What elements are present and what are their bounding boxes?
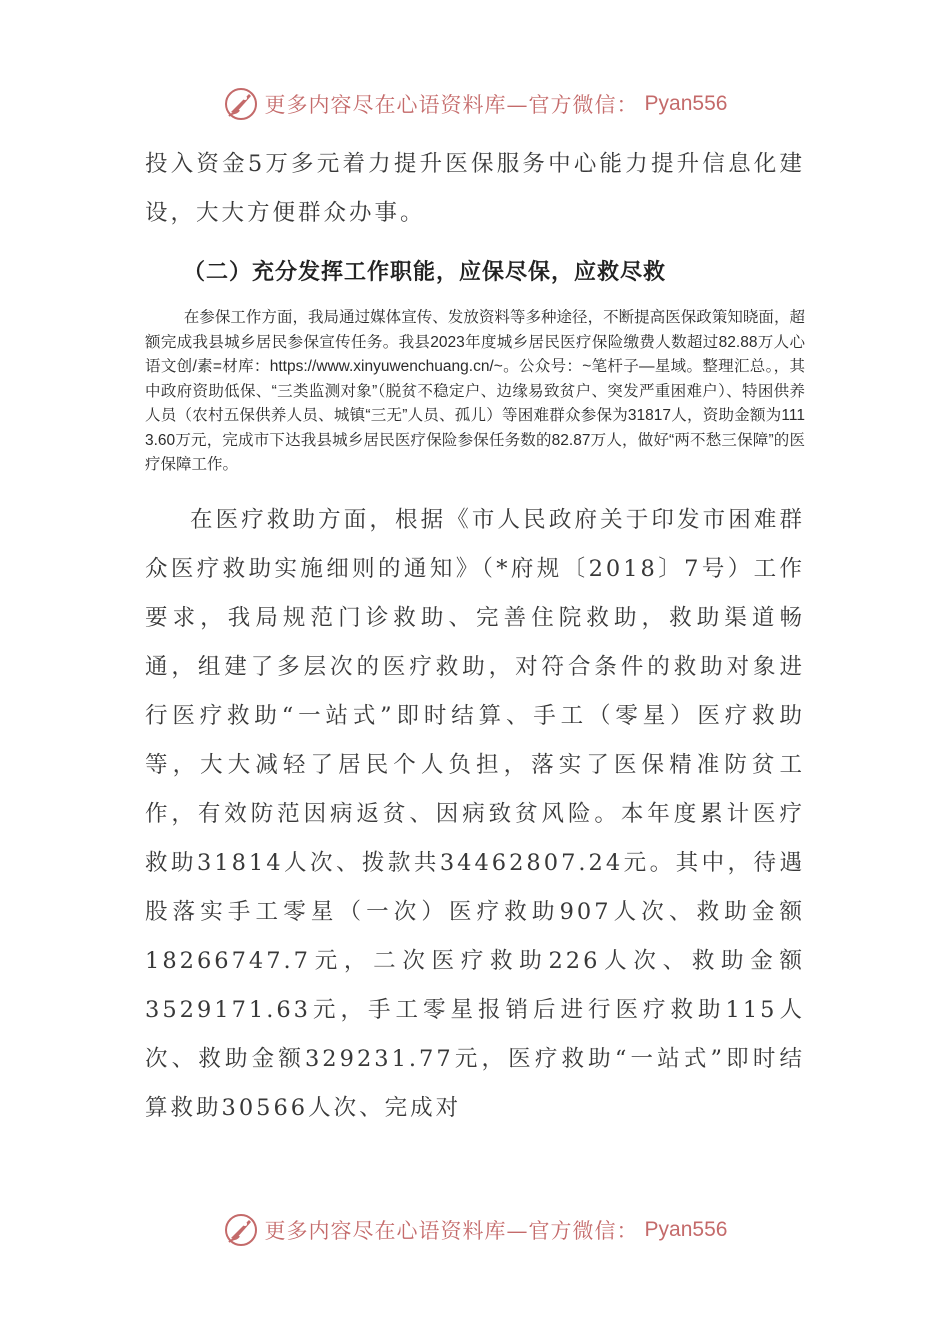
quill-logo-icon <box>223 1212 259 1248</box>
paragraph-insurance-enrollment: 在参保工作方面，我局通过媒体宣传、发放资料等多种途径，不断提高医保政策知晓面，超额完成我县城乡居民参保宣传任务。我县2023年度城乡居民医疗保险缴费人数超过82.88万人心语文创/素=材库：https://www.xinyuwenchuang.cn/~。公众号：~笔杆子—星域。整理汇总。，其中政府资助低保、“三类监测对象”（脱贫不稳定户、边缘易致贫户、突发严重困难户）、特困供养人员（农村五保供养人员、城镇“三无”人员、孤儿）等困难群众参保为31817人，资助金额为1113.60万元，完成市下达我县城乡居民医疗保险参保任务数的82.87万人，做好“两不愁三保障”的医疗保障工作。 <box>145 309 805 473</box>
banner-text: 更多内容尽在心语资料库—官方微信： <box>264 93 639 117</box>
banner-text: 更多内容尽在心语资料库—官方微信： <box>264 1219 639 1243</box>
document-body <box>145 140 805 1133</box>
section-heading: （二）充分发挥工作职能，应保尽保，应救尽救 <box>183 259 667 285</box>
footer-banner <box>0 1210 950 1250</box>
paragraph-medical-assistance: 在医疗救助方面，根据《市人民政府关于印发市困难群众医疗救助实施细则的通知》（*府规〔2018〕7号）工作要求，我局规范门诊救助、完善住院救助，救助渠道畅通，组建了多层次的医疗救助，对符合条件的救助对象进行医疗救助“一站式”即时结算、手工（零星）医疗救助等，大大减轻了居民个人负担，落实了医保精准防贫工作，有效防范因病返贫、因病致贫风险。本年度累计医疗救助31814人次、拨款共34462807.24元。其中，待遇股落实手工零星（一次）医疗救助907人次、救助金额18266747.7元，二次医疗救助226人次、救助金额3529171.63元，手工零星报销后进行医疗救助115人次、救助金额329231.77元，医疗救助“一站式”即时结算救助30566人次、完成对 <box>145 506 805 1121</box>
paragraph-investment: 投入资金5万多元着力提升医保服务中心能力提升信息化建设，大大方便群众办事。 <box>145 151 805 226</box>
banner-wechat-id: Pyan556 <box>644 1218 728 1241</box>
banner-wechat-id: Pyan556 <box>644 92 728 115</box>
footer-banner-content <box>223 1212 728 1248</box>
header-banner-content <box>223 86 728 122</box>
quill-logo-icon <box>223 86 259 122</box>
header-banner <box>0 84 950 124</box>
